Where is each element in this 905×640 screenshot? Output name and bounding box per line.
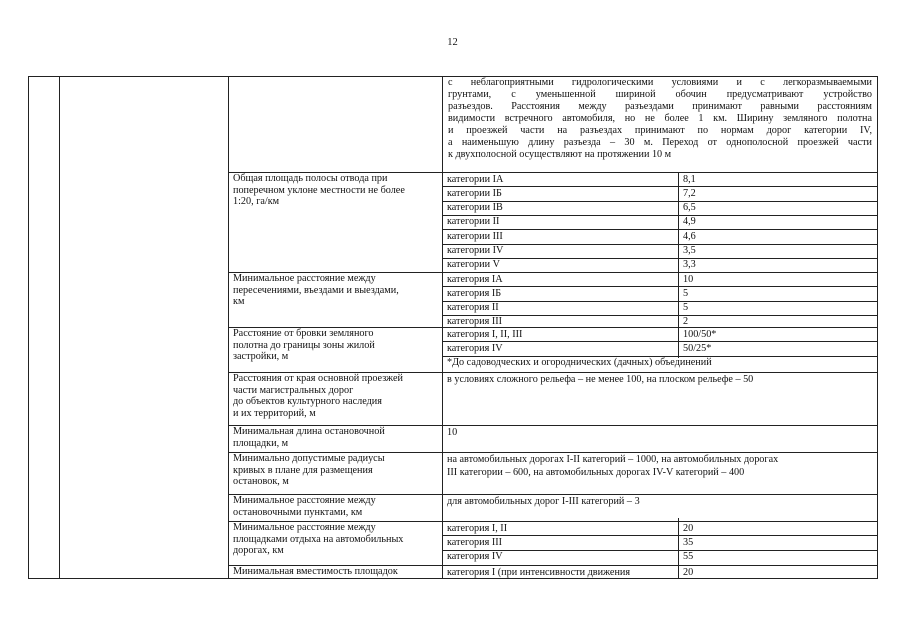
parameter-label-line: Минимальная длина остановочной	[233, 426, 385, 437]
category-label: категория II	[447, 302, 499, 314]
intro-paragraph	[448, 77, 872, 161]
parameter-label-line: площадки, м	[233, 437, 289, 449]
category-row-border	[442, 186, 877, 187]
parameter-label-line: Минимальное расстояние между	[233, 273, 376, 284]
category-value: 20	[683, 522, 694, 534]
category-value: 3,3	[683, 259, 696, 271]
category-row-border	[442, 315, 877, 316]
intro-line: грунтами, с уменьшенной шириной обочин предусматривают устройство	[448, 89, 872, 100]
category-value: 4,6	[683, 230, 696, 242]
parameter-label-line: дорогах, км	[233, 545, 284, 557]
value-text-line: III категории – 600, на автомобильных дорогах IV-V категорий – 400	[447, 467, 745, 478]
value-text-line: на автомобильных дорогах I-II категорий – 1000, на автомобильных дорогах	[447, 454, 779, 465]
category-label: категории III	[447, 230, 503, 242]
category-label: категория III	[447, 316, 503, 328]
category-label: категории IБ	[447, 187, 502, 199]
parameter-label-line: Минимально допустимые радиусы	[233, 453, 385, 464]
category-row-border	[442, 258, 877, 259]
category-value: 10	[683, 273, 694, 285]
category-value: 50/25*	[683, 342, 712, 354]
category-row-border	[442, 229, 877, 230]
table-border-bottom	[28, 578, 878, 579]
category-value: 2	[683, 316, 689, 328]
category-value: 6,5	[683, 202, 696, 214]
parameter-label-line: поперечном уклоне местности не более	[233, 184, 405, 196]
category-label: категории II	[447, 216, 500, 228]
parameter-label-line: км	[233, 296, 245, 308]
category-row-border	[442, 215, 877, 216]
table-border-right	[877, 76, 878, 579]
parameter-label-line: Минимальное расстояние между	[233, 522, 376, 533]
category-label: категории V	[447, 259, 500, 271]
category-value: 20	[683, 566, 694, 578]
category-label: категория IV	[447, 551, 503, 563]
intro-line: разъездов. Расстояния между разъездами принимают равными расстояниям	[448, 101, 872, 112]
parameter-label-line: 1:20, га/км	[233, 196, 280, 208]
parameter-label-line: Минимальная вместимость площадок	[233, 566, 398, 577]
category-row-border	[442, 244, 877, 245]
category-label: категория I (при интенсивности движения	[447, 566, 631, 578]
category-value: 5	[683, 302, 689, 314]
category-value: 5	[683, 287, 689, 299]
parameter-label-line: остановок, м	[233, 476, 289, 488]
parameter-label-line: площадками отдыха на автомобильных	[233, 533, 404, 545]
parameter-label-line: до объектов культурного наследия	[233, 396, 382, 408]
parameter-label-line: остановочными пунктами, км	[233, 506, 363, 518]
category-value: 35	[683, 536, 694, 548]
category-row-border	[442, 535, 877, 536]
category-value: 8,1	[683, 173, 696, 185]
parameter-label-line: Расстояния от края основной проезжей	[233, 373, 403, 384]
category-label: категория IV	[447, 342, 503, 354]
value-text-line: в условиях сложного рельефа – не менее 100, на плоском рельефе – 50	[447, 374, 754, 385]
category-label: категория IБ	[447, 287, 502, 299]
parameter-label-line: пересечениями, въездами и выездами,	[233, 284, 399, 296]
parameter-label-line: Общая площадь полосы отвода при	[233, 173, 388, 184]
category-row-border	[442, 301, 877, 302]
category-label: категории IA	[447, 173, 504, 185]
parameter-label-line: кривых в плане для размещения	[233, 464, 373, 476]
value-text-line: для автомобильных дорог I-III категорий – 3	[447, 496, 640, 507]
parameter-label-line: части магистральных дорог	[233, 384, 354, 396]
parameter-label-line: полотна до границы зоны жилой	[233, 339, 375, 351]
page-number: 12	[447, 37, 458, 48]
category-label: категории IB	[447, 202, 503, 214]
intro-line: и проезжей части на разъездах принимают по нормам дорог категории IV,	[448, 125, 872, 136]
column-divider-1	[59, 76, 60, 579]
category-value: 3,5	[683, 245, 696, 256]
value-divider-b	[678, 518, 679, 579]
category-label: категория III	[447, 536, 503, 548]
category-row-border	[442, 201, 877, 202]
category-row-border	[442, 341, 877, 342]
parameter-label-line: Расстояние от бровки земляного	[233, 328, 374, 339]
intro-line: а наименьшую длину разъезда – 30 м. Переход от однополосной проезжей части	[448, 137, 872, 148]
category-value: 4,9	[683, 216, 696, 228]
intro-line: видимости встречного автомобиля, но не более 1 км. Ширину земляного полотна	[448, 113, 872, 124]
parameter-label-line: застройки, м	[233, 351, 289, 363]
table-border-left	[28, 76, 29, 579]
requirements-table	[28, 76, 878, 579]
value-text-line: 10	[447, 427, 458, 438]
category-value: 7,2	[683, 187, 696, 199]
category-value: 55	[683, 551, 694, 563]
category-row-border	[442, 550, 877, 551]
category-label: категория I, II	[447, 522, 508, 534]
category-label: категория IA	[447, 273, 503, 285]
category-value: 100/50*	[683, 328, 717, 340]
parameter-label-line: и их территорий, м	[233, 407, 316, 419]
intro-line: с неблагоприятными гидрологическими условиями и с легкоразмываемыми	[448, 77, 872, 88]
category-row-border	[442, 286, 877, 287]
category-label: категория I, II, III	[447, 328, 523, 340]
footnote-text: *До садоводческих и огороднических (дачных) объединений	[447, 357, 712, 369]
intro-line: к двухполосной осуществляют на протяжении 10 м	[448, 149, 672, 160]
parameter-label-line: Минимальное расстояние между	[233, 495, 376, 506]
category-label: категории IV	[447, 245, 504, 256]
